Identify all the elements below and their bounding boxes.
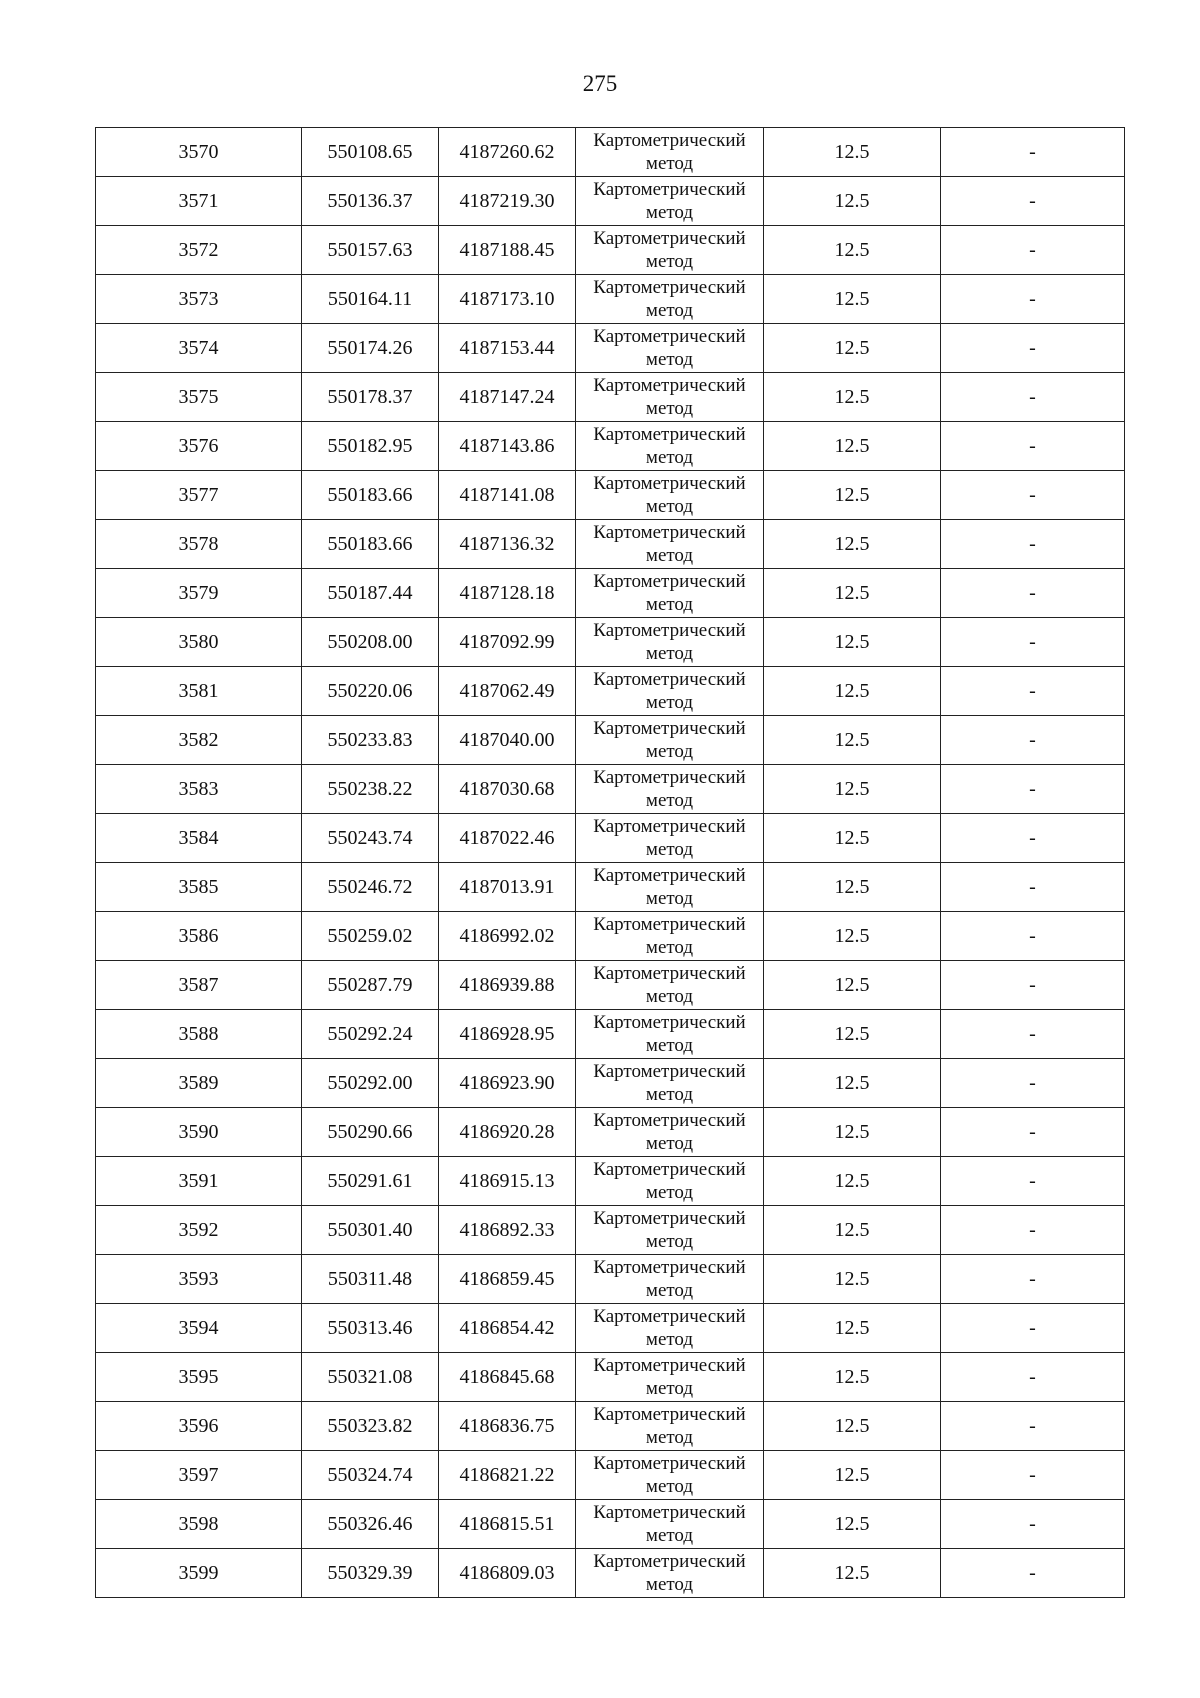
method-label-line2: метод: [645, 1525, 694, 1546]
method-label-line1: Картометрический: [593, 326, 746, 347]
accuracy-cell: 12.5: [764, 520, 941, 569]
y-coordinate-cell: 4187173.10: [439, 275, 576, 324]
x-coordinate-cell: 550329.39: [302, 1549, 439, 1598]
method-label-line2: метод: [645, 1084, 694, 1105]
accuracy-cell: 12.5: [764, 1010, 941, 1059]
table-row: [96, 128, 1125, 177]
method-label-line2: метод: [645, 1182, 694, 1203]
note-cell: -: [941, 1304, 1125, 1353]
table-row: [96, 1353, 1125, 1402]
note-cell: -: [941, 618, 1125, 667]
accuracy-cell: 12.5: [764, 716, 941, 765]
x-coordinate-cell: 550183.66: [302, 520, 439, 569]
accuracy-cell: 12.5: [764, 1500, 941, 1549]
accuracy-cell: 12.5: [764, 128, 941, 177]
accuracy-cell: 12.5: [764, 275, 941, 324]
method-label-line1: Картометрический: [593, 1404, 746, 1425]
accuracy-cell: 12.5: [764, 422, 941, 471]
method-label-line2: метод: [645, 888, 694, 909]
x-coordinate-cell: 550324.74: [302, 1451, 439, 1500]
method-label-line2: метод: [645, 643, 694, 664]
table-row: [96, 275, 1125, 324]
method-label-line1: Картометрический: [593, 1159, 746, 1180]
method-cell: [576, 912, 764, 961]
point-number-cell: 3579: [96, 569, 302, 618]
method-cell: [576, 1059, 764, 1108]
y-coordinate-cell: 4187188.45: [439, 226, 576, 275]
page-number: 275: [582, 71, 618, 96]
x-coordinate-cell: 550290.66: [302, 1108, 439, 1157]
method-label-line2: метод: [645, 545, 694, 566]
y-coordinate-cell: 4186809.03: [439, 1549, 576, 1598]
note-cell: -: [941, 471, 1125, 520]
table-row: [96, 1206, 1125, 1255]
x-coordinate-cell: 550108.65: [302, 128, 439, 177]
y-coordinate-cell: 4187147.24: [439, 373, 576, 422]
point-number-cell: 3596: [96, 1402, 302, 1451]
note-cell: -: [941, 1500, 1125, 1549]
accuracy-cell: 12.5: [764, 863, 941, 912]
method-label-line2: метод: [645, 202, 694, 223]
method-label-line1: Картометрический: [593, 424, 746, 445]
method-label-line1: Картометрический: [593, 816, 746, 837]
method-label-line1: Картометрический: [593, 865, 746, 886]
note-cell: -: [941, 1451, 1125, 1500]
table-row: [96, 1255, 1125, 1304]
y-coordinate-cell: 4186928.95: [439, 1010, 576, 1059]
note-cell: -: [941, 667, 1125, 716]
note-cell: -: [941, 1059, 1125, 1108]
method-label-line2: метод: [645, 398, 694, 419]
note-cell: -: [941, 422, 1125, 471]
accuracy-cell: 12.5: [764, 765, 941, 814]
note-cell: -: [941, 520, 1125, 569]
x-coordinate-cell: 550246.72: [302, 863, 439, 912]
table-row: [96, 226, 1125, 275]
method-label-line1: Картометрический: [593, 1110, 746, 1131]
y-coordinate-cell: 4187141.08: [439, 471, 576, 520]
note-cell: -: [941, 1402, 1125, 1451]
x-coordinate-cell: 550243.74: [302, 814, 439, 863]
method-cell: [576, 373, 764, 422]
point-number-cell: 3580: [96, 618, 302, 667]
note-cell: -: [941, 1010, 1125, 1059]
note-cell: -: [941, 226, 1125, 275]
method-label-line1: Картометрический: [593, 963, 746, 984]
y-coordinate-cell: 4186920.28: [439, 1108, 576, 1157]
y-coordinate-cell: 4187153.44: [439, 324, 576, 373]
method-cell: [576, 961, 764, 1010]
method-cell: [576, 1157, 764, 1206]
method-label-line2: метод: [645, 741, 694, 762]
point-number-cell: 3595: [96, 1353, 302, 1402]
x-coordinate-cell: 550238.22: [302, 765, 439, 814]
point-number-cell: 3592: [96, 1206, 302, 1255]
x-coordinate-cell: 550301.40: [302, 1206, 439, 1255]
method-label-line1: Картометрический: [593, 375, 746, 396]
method-label-line2: метод: [645, 1035, 694, 1056]
method-cell: [576, 128, 764, 177]
accuracy-cell: 12.5: [764, 1304, 941, 1353]
table-body: [96, 128, 1125, 1598]
method-cell: [576, 226, 764, 275]
table-row: [96, 422, 1125, 471]
point-number-cell: 3586: [96, 912, 302, 961]
y-coordinate-cell: 4186815.51: [439, 1500, 576, 1549]
method-label-line2: метод: [645, 1231, 694, 1252]
point-number-cell: 3597: [96, 1451, 302, 1500]
x-coordinate-cell: 550313.46: [302, 1304, 439, 1353]
method-label-line1: Картометрический: [593, 522, 746, 543]
point-number-cell: 3577: [96, 471, 302, 520]
note-cell: -: [941, 814, 1125, 863]
method-cell: [576, 1206, 764, 1255]
method-cell: [576, 814, 764, 863]
accuracy-cell: 12.5: [764, 961, 941, 1010]
method-label-line1: Картометрический: [593, 130, 746, 151]
table-row: [96, 667, 1125, 716]
y-coordinate-cell: 4187219.30: [439, 177, 576, 226]
table-row: [96, 765, 1125, 814]
point-number-cell: 3581: [96, 667, 302, 716]
method-cell: [576, 569, 764, 618]
point-number-cell: 3583: [96, 765, 302, 814]
table-row: [96, 912, 1125, 961]
method-label-line1: Картометрический: [593, 669, 746, 690]
method-label-line2: метод: [645, 447, 694, 468]
point-number-cell: 3578: [96, 520, 302, 569]
method-label-line2: метод: [645, 1574, 694, 1595]
x-coordinate-cell: 550183.66: [302, 471, 439, 520]
method-label-line2: метод: [645, 1378, 694, 1399]
y-coordinate-cell: 4187136.32: [439, 520, 576, 569]
x-coordinate-cell: 550178.37: [302, 373, 439, 422]
table-row: [96, 961, 1125, 1010]
point-number-cell: 3574: [96, 324, 302, 373]
y-coordinate-cell: 4187022.46: [439, 814, 576, 863]
method-label-line2: метод: [645, 1476, 694, 1497]
table-row: [96, 1402, 1125, 1451]
x-coordinate-cell: 550220.06: [302, 667, 439, 716]
y-coordinate-cell: 4187128.18: [439, 569, 576, 618]
x-coordinate-cell: 550292.24: [302, 1010, 439, 1059]
table-row: [96, 814, 1125, 863]
x-coordinate-cell: 550208.00: [302, 618, 439, 667]
method-label-line2: метод: [645, 153, 694, 174]
method-label-line2: метод: [645, 1280, 694, 1301]
method-cell: [576, 1304, 764, 1353]
note-cell: -: [941, 128, 1125, 177]
method-label-line1: Картометрический: [593, 1061, 746, 1082]
method-cell: [576, 1108, 764, 1157]
method-cell: [576, 1451, 764, 1500]
note-cell: -: [941, 1157, 1125, 1206]
y-coordinate-cell: 4187092.99: [439, 618, 576, 667]
method-label-line1: Картометрический: [593, 1453, 746, 1474]
table-row: [96, 520, 1125, 569]
x-coordinate-cell: 550182.95: [302, 422, 439, 471]
method-cell: [576, 520, 764, 569]
accuracy-cell: 12.5: [764, 1157, 941, 1206]
point-number-cell: 3594: [96, 1304, 302, 1353]
method-label-line2: метод: [645, 1427, 694, 1448]
y-coordinate-cell: 4186836.75: [439, 1402, 576, 1451]
point-number-cell: 3585: [96, 863, 302, 912]
accuracy-cell: 12.5: [764, 471, 941, 520]
table-row: [96, 324, 1125, 373]
y-coordinate-cell: 4186821.22: [439, 1451, 576, 1500]
method-label-line2: метод: [645, 496, 694, 517]
method-label-line1: Картометрический: [593, 1208, 746, 1229]
y-coordinate-cell: 4187040.00: [439, 716, 576, 765]
note-cell: -: [941, 765, 1125, 814]
method-cell: [576, 471, 764, 520]
method-label-line2: метод: [645, 349, 694, 370]
y-coordinate-cell: 4187143.86: [439, 422, 576, 471]
method-label-line1: Картометрический: [593, 718, 746, 739]
method-cell: [576, 716, 764, 765]
point-number-cell: 3599: [96, 1549, 302, 1598]
x-coordinate-cell: 550311.48: [302, 1255, 439, 1304]
point-number-cell: 3576: [96, 422, 302, 471]
accuracy-cell: 12.5: [764, 667, 941, 716]
method-cell: [576, 618, 764, 667]
x-coordinate-cell: 550174.26: [302, 324, 439, 373]
accuracy-cell: 12.5: [764, 1549, 941, 1598]
note-cell: -: [941, 863, 1125, 912]
note-cell: -: [941, 961, 1125, 1010]
method-label-line2: метод: [645, 594, 694, 615]
method-label-line2: метод: [645, 937, 694, 958]
point-number-cell: 3571: [96, 177, 302, 226]
x-coordinate-cell: 550323.82: [302, 1402, 439, 1451]
point-number-cell: 3590: [96, 1108, 302, 1157]
accuracy-cell: 12.5: [764, 226, 941, 275]
note-cell: -: [941, 1206, 1125, 1255]
x-coordinate-cell: 550291.61: [302, 1157, 439, 1206]
table-row: [96, 1500, 1125, 1549]
method-label-line1: Картометрический: [593, 767, 746, 788]
method-cell: [576, 1353, 764, 1402]
note-cell: -: [941, 1549, 1125, 1598]
y-coordinate-cell: 4186923.90: [439, 1059, 576, 1108]
table-row: [96, 863, 1125, 912]
table-row: [96, 177, 1125, 226]
method-label-line2: метод: [645, 692, 694, 713]
x-coordinate-cell: 550164.11: [302, 275, 439, 324]
note-cell: -: [941, 716, 1125, 765]
method-label-line1: Картометрический: [593, 473, 746, 494]
method-cell: [576, 1402, 764, 1451]
note-cell: -: [941, 324, 1125, 373]
y-coordinate-cell: 4187062.49: [439, 667, 576, 716]
method-label-line1: Картометрический: [593, 228, 746, 249]
accuracy-cell: 12.5: [764, 912, 941, 961]
table-row: [96, 471, 1125, 520]
accuracy-cell: 12.5: [764, 569, 941, 618]
method-cell: [576, 275, 764, 324]
table-row: [96, 1451, 1125, 1500]
y-coordinate-cell: 4186859.45: [439, 1255, 576, 1304]
method-cell: [576, 1549, 764, 1598]
point-number-cell: 3570: [96, 128, 302, 177]
y-coordinate-cell: 4186845.68: [439, 1353, 576, 1402]
accuracy-cell: 12.5: [764, 373, 941, 422]
method-label-line2: метод: [645, 300, 694, 321]
y-coordinate-cell: 4186892.33: [439, 1206, 576, 1255]
accuracy-cell: 12.5: [764, 1206, 941, 1255]
method-cell: [576, 1255, 764, 1304]
note-cell: -: [941, 275, 1125, 324]
method-label-line1: Картометрический: [593, 1551, 746, 1572]
point-number-cell: 3588: [96, 1010, 302, 1059]
point-number-cell: 3575: [96, 373, 302, 422]
accuracy-cell: 12.5: [764, 1402, 941, 1451]
table-row: [96, 1549, 1125, 1598]
method-cell: [576, 177, 764, 226]
table-row: [96, 1304, 1125, 1353]
y-coordinate-cell: 4186915.13: [439, 1157, 576, 1206]
table-row: [96, 1108, 1125, 1157]
point-number-cell: 3598: [96, 1500, 302, 1549]
table-row: [96, 1157, 1125, 1206]
point-number-cell: 3593: [96, 1255, 302, 1304]
table-row: [96, 1010, 1125, 1059]
accuracy-cell: 12.5: [764, 1353, 941, 1402]
method-cell: [576, 863, 764, 912]
point-number-cell: 3589: [96, 1059, 302, 1108]
y-coordinate-cell: 4187030.68: [439, 765, 576, 814]
table-row: [96, 569, 1125, 618]
method-label-line1: Картометрический: [593, 1257, 746, 1278]
table-row: [96, 373, 1125, 422]
method-label-line1: Картометрический: [593, 1012, 746, 1033]
method-label-line2: метод: [645, 1133, 694, 1154]
method-cell: [576, 1500, 764, 1549]
method-label-line1: Картометрический: [593, 571, 746, 592]
point-number-cell: 3587: [96, 961, 302, 1010]
method-cell: [576, 765, 764, 814]
y-coordinate-cell: 4186854.42: [439, 1304, 576, 1353]
point-number-cell: 3591: [96, 1157, 302, 1206]
x-coordinate-cell: 550187.44: [302, 569, 439, 618]
point-number-cell: 3573: [96, 275, 302, 324]
table-row: [96, 716, 1125, 765]
method-label-line2: метод: [645, 839, 694, 860]
note-cell: -: [941, 569, 1125, 618]
accuracy-cell: 12.5: [764, 1108, 941, 1157]
method-label-line1: Картометрический: [593, 620, 746, 641]
note-cell: -: [941, 177, 1125, 226]
method-label-line1: Картометрический: [593, 277, 746, 298]
method-label-line2: метод: [645, 986, 694, 1007]
x-coordinate-cell: 550287.79: [302, 961, 439, 1010]
table-row: [96, 1059, 1125, 1108]
note-cell: -: [941, 1108, 1125, 1157]
note-cell: -: [941, 1255, 1125, 1304]
method-label-line2: метод: [645, 1329, 694, 1350]
note-cell: -: [941, 1353, 1125, 1402]
x-coordinate-cell: 550321.08: [302, 1353, 439, 1402]
method-cell: [576, 667, 764, 716]
method-label-line2: метод: [645, 251, 694, 272]
x-coordinate-cell: 550326.46: [302, 1500, 439, 1549]
accuracy-cell: 12.5: [764, 1059, 941, 1108]
note-cell: -: [941, 912, 1125, 961]
table-row: [96, 618, 1125, 667]
x-coordinate-cell: 550136.37: [302, 177, 439, 226]
x-coordinate-cell: 550157.63: [302, 226, 439, 275]
y-coordinate-cell: 4187013.91: [439, 863, 576, 912]
accuracy-cell: 12.5: [764, 1255, 941, 1304]
method-label-line2: метод: [645, 790, 694, 811]
point-number-cell: 3582: [96, 716, 302, 765]
method-label-line1: Картометрический: [593, 1502, 746, 1523]
x-coordinate-cell: 550259.02: [302, 912, 439, 961]
point-number-cell: 3572: [96, 226, 302, 275]
accuracy-cell: 12.5: [764, 814, 941, 863]
method-cell: [576, 324, 764, 373]
y-coordinate-cell: 4187260.62: [439, 128, 576, 177]
accuracy-cell: 12.5: [764, 177, 941, 226]
method-label-line1: Картометрический: [593, 179, 746, 200]
y-coordinate-cell: 4186939.88: [439, 961, 576, 1010]
coordinates-table: [95, 127, 1125, 1598]
accuracy-cell: 12.5: [764, 618, 941, 667]
accuracy-cell: 12.5: [764, 324, 941, 373]
y-coordinate-cell: 4186992.02: [439, 912, 576, 961]
point-number-cell: 3584: [96, 814, 302, 863]
method-label-line1: Картометрический: [593, 1306, 746, 1327]
accuracy-cell: 12.5: [764, 1451, 941, 1500]
method-label-line1: Картометрический: [593, 1355, 746, 1376]
x-coordinate-cell: 550292.00: [302, 1059, 439, 1108]
method-cell: [576, 422, 764, 471]
method-label-line1: Картометрический: [593, 914, 746, 935]
x-coordinate-cell: 550233.83: [302, 716, 439, 765]
note-cell: -: [941, 373, 1125, 422]
method-cell: [576, 1010, 764, 1059]
